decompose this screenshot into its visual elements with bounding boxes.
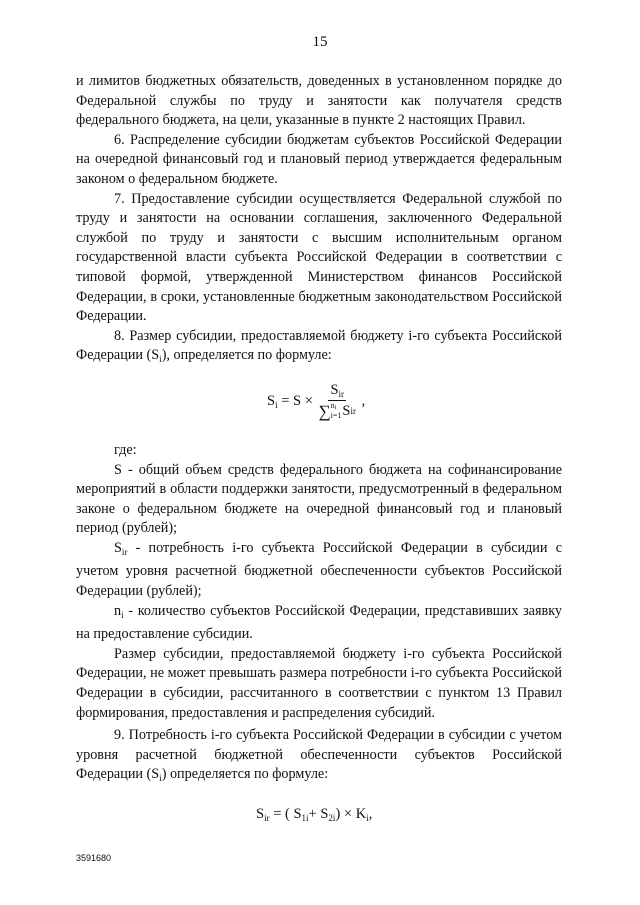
formula-lhs: $S_i$ (267, 392, 278, 410)
definition-s: S - общий объем средств федерального бюджета на софинансирование мероприятий в области поддержки занятости, предусмотренный в федеральном законе о федеральном бюджете на очередной финансовый год и плановый период (рублей); (76, 461, 562, 537)
paragraph-6: 6. Распределение субсидии бюджетам субъектов Российской Федерации на очередной финансовый год и плановый период утверждается федеральным законом о федеральном бюджете. (76, 131, 562, 187)
definition-sir: $S_{ir}$ - потребность i-го субъекта Российской Федерации в субсидии с учетом уровня расчетной бюджетной обеспеченности субъектов Российской Федерации (рублей); (76, 539, 562, 600)
formula-trail: , (361, 392, 366, 409)
paragraph-8: 8. Размер субсидии, предоставляемой бюджету i-го субъекта Российской Федерации $(S_i)$, определяется по формуле: (76, 327, 562, 365)
paragraph-limit: Размер субсидии, предоставляемой бюджету i-го субъекта Российской Федерации, не может превышать размера потребности i-го субъекта Российской Федерации в субсидии, рассчитанного в соответствии с пунктом 13 Правил формирования, предоставления и распределения субсидий. (76, 645, 562, 721)
formula-equals: = S × (281, 392, 313, 409)
definition-ni: $n_i$ - количество субъектов Российской Федерации, представивших заявку на предоставление субсидии. (76, 602, 562, 643)
formula-fraction (319, 382, 356, 420)
document-id: 3591680 (76, 853, 112, 863)
sum-limits: $n_i$ i=1 (330, 401, 342, 420)
document-body (76, 72, 562, 789)
sum-symbol: ∑ (318, 401, 331, 421)
paragraph-7: 7. Предоставление субсидии осуществляется Федеральной службой по труду и занятости на основании соглашения, заключенного Федеральной службой по труду и занятости с высшим исполнительным органом государственной власти субъекта Российской Федерации в соответствии с типовой формой, утвержденной Министерством финансов Российской Федерации, в сроки, установленные бюджетным законодательством Российской Федерации. (76, 190, 562, 325)
fraction-denominator: ∑ $n_i$ i=1 S ir (318, 401, 356, 421)
formula-subsidy-need: $S_{ir}$ = ( $S_{1i}+ S_{2i}) \times K_i$, (256, 806, 373, 823)
page-number: 15 (312, 34, 328, 50)
where-label: где: (114, 441, 137, 458)
formula-subsidy-size (267, 382, 365, 420)
paragraph-continuation: и лимитов бюджетных обязательств, доведенных в установленном порядке до Федеральной службы по труду и занятости как получателя средств федерального бюджета, на цели, указанные в пункте 2 настоящих Правил. (76, 73, 562, 129)
fraction-numerator: $S_{ir}$ (330, 382, 345, 399)
paragraph-9: 9. Потребность i-го субъекта Российской Федерации в субсидии с учетом уровня расчетной бюджетной обеспеченности субъектов Российской Федерации $(S_i)$ определяется по формуле: (76, 727, 562, 784)
